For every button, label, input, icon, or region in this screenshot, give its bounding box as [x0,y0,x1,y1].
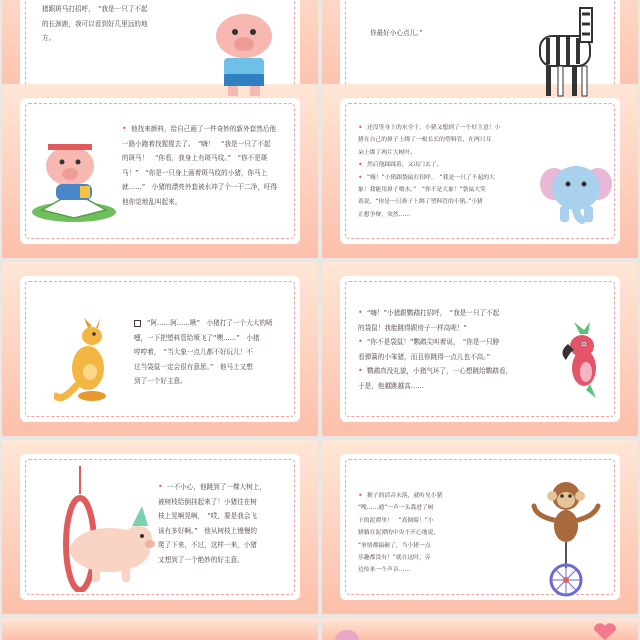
text-line: 猪跟斑马打招呼， “我是一只了不起 [42,5,148,13]
text-line: 一路小跑着找猩猩去了。 “嗨！ “我是一只了不起 [122,139,271,148]
text-line: • 然后他踩踩着，又出门去了。 [358,159,528,171]
slide-card [20,276,300,422]
text-line: “嗖……通”一声一头栽进了树 [358,505,434,512]
text-line: 哼哼着， “当大象一点儿都不好玩儿！不 [134,348,253,357]
slide-card [340,98,620,244]
text-line: 正想争辩，突然…… [358,211,411,218]
text-line: “事情都搞砸了，当小猪一点 [358,542,431,549]
monkey-icon [530,476,602,600]
parrot-icon [556,322,604,398]
text-line: • 一不小心，他跳到了一棵大树上， [158,480,302,495]
text-line: 着说，“你是一只鼻子上绑了塑料管的小猪。”小猪 [358,199,483,206]
pig-on-hoop-icon [30,464,158,592]
slide-3[interactable] [2,84,318,258]
text-line: 他你觉地乱叫起来。 [122,197,182,206]
slide-card [340,0,620,92]
text-line: 爬了下来，不过，这样一来，小猪 [158,541,257,550]
text-line: 下的泥潭里！ “真倒霉！”小 [358,517,434,524]
text-line: 朵上绑了两片大树叶。 [358,149,416,156]
text-line: 到了一个好主意。 [134,377,187,386]
text-line: 就……” 小猪的漂亮外套被水冲了个一干二净，吁得 [122,183,278,192]
slide-6[interactable] [322,262,638,436]
slide-text [358,306,542,394]
text-line: • “你不是袋鼠！”鹦鹉尖叫着说， “你是一只脖 [358,335,542,350]
balloon-icon [332,626,362,640]
slide-card [20,454,300,600]
text-line: • 鹦鹉真没礼貌，小猪气坏了，一心想跳给鹦鹉看， [358,364,542,379]
elephant-icon [538,156,614,228]
kangaroo-icon [54,316,124,406]
text-line: 乐趣都没有！”就在这时，旁 [358,555,431,562]
slide-text [42,2,192,46]
text-line: 马！” “你是一只身上画着斑马纹的小猪，你马上 [122,168,268,177]
text-line: 猪在自己的鼻子上绑了一根长长的塑料管，在两只耳 [358,137,492,144]
zebra-icon [530,0,610,104]
text-line: 过当袋鼠一定会很有意思。” 他马上又想 [134,362,253,371]
text-line: 被树枝给倒挂起来了！小猪往在树 [158,497,257,506]
text-line: 方。 [42,34,56,43]
slide-text [122,122,302,210]
text-line: 看弹簧的小笨猪，而且你跳得一点儿也不高。” [358,352,490,361]
slide-text [358,490,498,577]
slide-9[interactable] [2,618,318,640]
slide-card [340,276,620,422]
text-line: 象！我能用鼻子喷水。” “你不是大象！”袋鼠大笑 [358,187,486,194]
text-line: 该有多好啊。” 他从树枝上慢慢的 [158,526,258,535]
text-line: • “嗨！”小猪跟袋鼠打招呼， “我是一只了不起的大 [358,172,528,184]
text-line: 的长颈鹿，我可以看到好几里远的地 [42,19,148,28]
slide-8[interactable] [322,440,638,614]
slide-10[interactable] [322,618,638,640]
pig-icon [28,126,120,224]
text-line: 的袋鼠！我能跳得跟房子一样高呢！” [358,323,467,332]
text-line: • 猴子的话音未落，就听见小猪 [358,490,498,502]
pig-icon [206,0,282,100]
text-line: 又想到了一个绝妙的好主意。 [158,555,244,564]
slide-7[interactable] [2,440,318,614]
heart-icon [592,622,618,640]
slide-text [370,26,520,41]
text-line: 于是，他越跳越高…… [358,381,424,390]
slide-4[interactable] [322,84,638,258]
text-line: 猪躺在泥潭的中央不开心地说， [358,530,440,537]
text-line: 嚏，一下把塑料管给喷飞了“嘿……” 小猪 [134,333,260,342]
text-line: • “嗨！”小猪跟鹦鹉打招呼， “我是一只了不起 [358,306,542,321]
text-line: 的斑马！ “你看，我身上有斑马纹。” “你不是斑 [122,154,268,163]
text-line: • 他找来颜料，给自己画了一件奇妙的新外套然后他 [122,122,302,137]
square-bullet-icon [134,320,141,327]
slide-5[interactable] [2,262,318,436]
slide-text [158,480,302,568]
text-line: 枝上晃啊晃啊， “哎，要是我会飞 [158,512,258,521]
text-line [134,316,304,331]
text-line: 边传来一个声音…… [358,567,411,574]
slide-text [358,122,528,221]
slide-text [134,316,304,389]
slide-card [20,98,300,244]
slide-card [340,454,620,600]
slide-card [20,0,300,92]
text-line: • 还没等身上的水全干，小猪又想到了一个好主意！小 [358,122,528,134]
text-line: 你最好小心点儿。” [370,29,423,37]
text-span: “阿……阿……啾” 小猪打了一个大大的喷 [147,319,273,327]
